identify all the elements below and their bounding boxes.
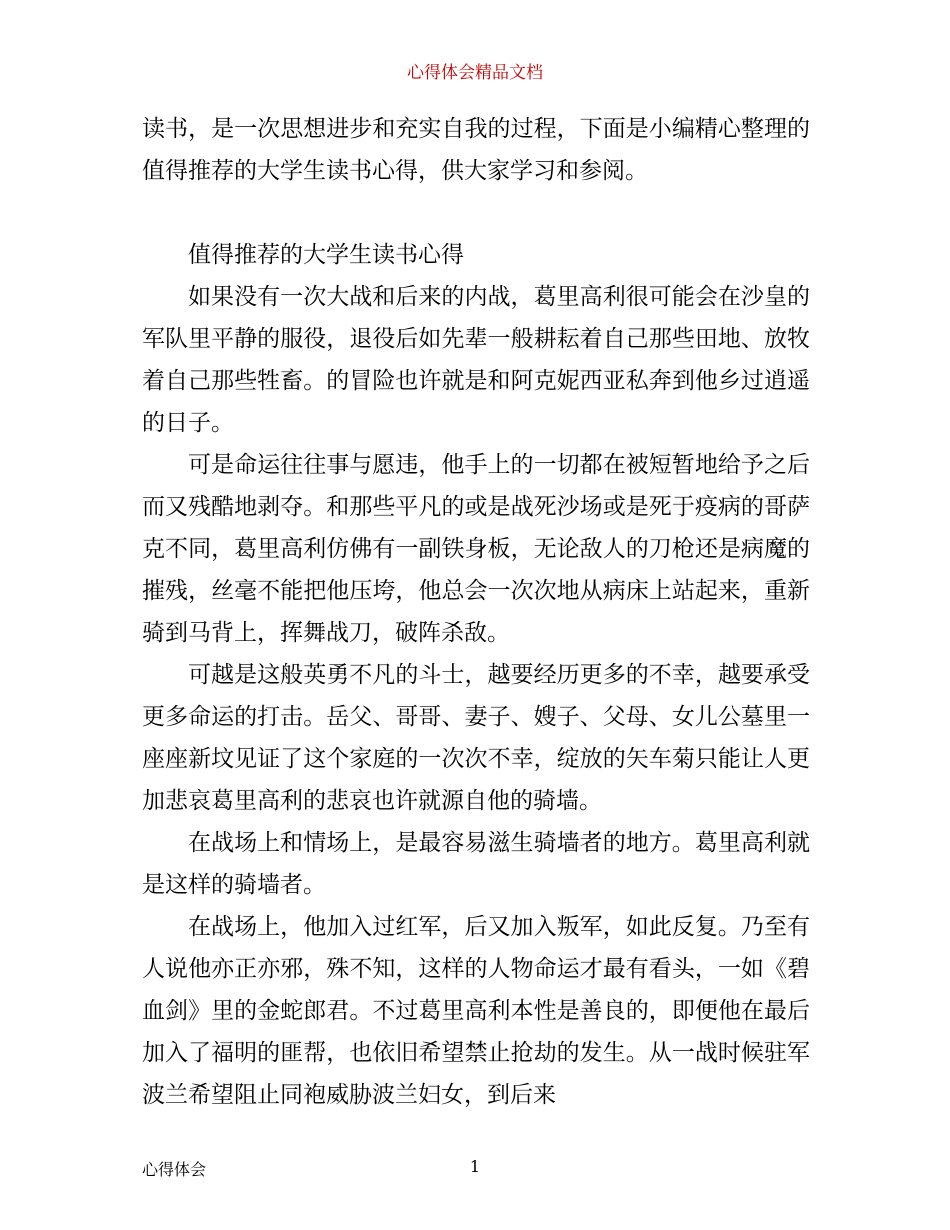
document-body [142,108,810,1116]
section-heading: 值得推荐的大学生读书心得 [188,242,464,268]
body-paragraph-4: 在战场上和情场上，是最容易滋生骑墙者的地方。葛里高利就是这样的骑墙者。 [142,830,810,898]
body-paragraph-2: 可是命运往往事与愿违，他手上的一切都在被短暂地给予之后而又残酷地剥夺。和那些平凡的或是战死沙场或是死于疫病的哥萨克不同，葛里高利仿佛有一副铁身板，无论敌人的刀枪还是病魔的摧残，丝毫不能把他压垮，他总会一次次地从病床上站起来，重新骑到马背上，挥舞战刀，破阵杀敌。 [142,452,810,646]
intro-paragraph: 读书，是一次思想进步和充实自我的过程，下面是小编精心整理的值得推荐的大学生读书心得，供大家学习和参阅。 [142,116,810,184]
paragraph-spacer [142,192,810,234]
document-header-title: 心得体会精品文档 [407,63,543,83]
page-number: 1 [469,1157,481,1176]
body-paragraph-5: 在战场上，他加入过红军，后又加入叛军，如此反复。乃至有人说他亦正亦邪，殊不知，这样的人物命运才最有看头，一如《碧血剑》里的金蛇郎君。不过葛里高利本性是善良的，即便他在最后加入了福明的匪帮，也依旧希望禁止抢劫的发生。从一战时候驻军波兰希望阻止同袍威胁波兰妇女，到后来 [142,914,810,1108]
body-paragraph-3: 可越是这般英勇不凡的斗士，越要经历更多的不幸，越要承受更多命运的打击。岳父、哥哥、妻子、嫂子、父母、女儿公墓里一座座新坟见证了这个家庭的一次次不幸，绽放的矢车菊只能让人更加悲哀葛里高利的悲哀也许就源自他的骑墙。 [142,662,810,814]
footer-label: 心得体会 [142,1160,207,1179]
body-paragraph-1: 如果没有一次大战和后来的内战，葛里高利很可能会在沙皇的军队里平静的服役，退役后如先辈一般耕耘着自己那些田地、放牧着自己那些牲畜。的冒险也许就是和阿克妮西亚私奔到他乡过逍遥的日子。 [142,284,810,436]
